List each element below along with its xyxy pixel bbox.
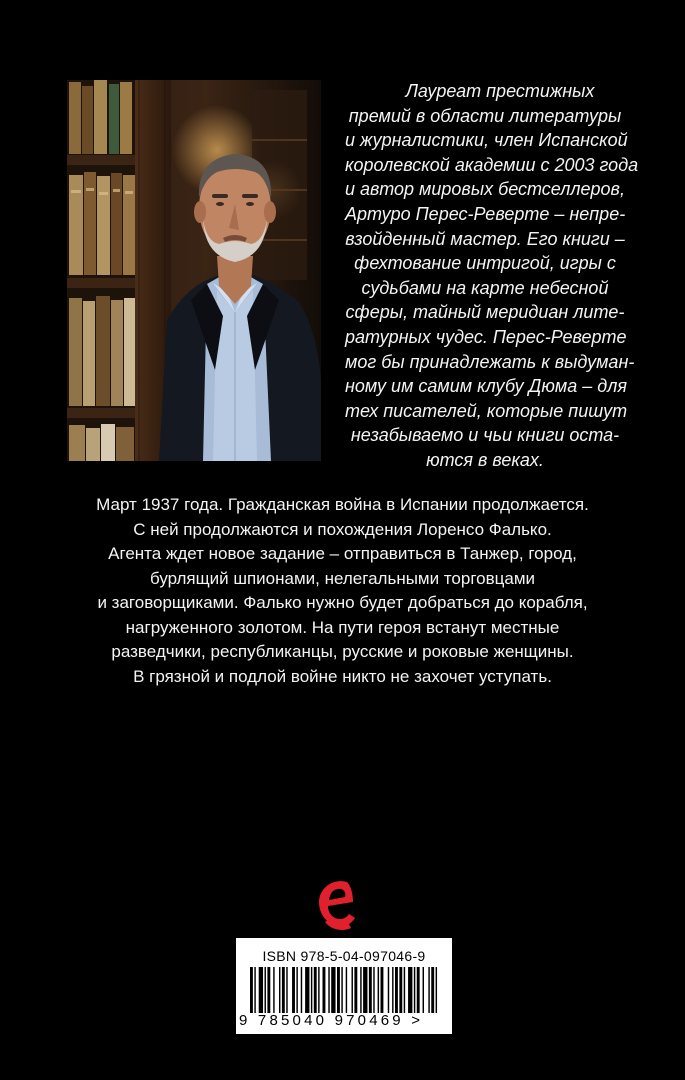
barcode-digits-end: > [411,1012,424,1029]
bio-line: Артуро Перес-Реверте – непре- [345,203,626,224]
barcode-bar [423,967,424,1013]
barcode-bar [363,967,367,1013]
barcode-bar [381,967,384,1013]
synopsis-line: Агента ждет новое задание – отправиться в Танжер, город, [108,544,577,563]
barcode-bar [279,967,280,1013]
bio-line: взойденный мастер. Его книги – [345,228,625,249]
barcode-bar [341,967,342,1013]
barcode-bar [369,967,372,1013]
bio-line: тех писателей, которые пишут [345,400,628,421]
barcode-bar [417,967,420,1013]
barcode-bar [265,967,266,1013]
barcode-digits-right: 970469 [334,1012,404,1029]
bio-line: королевской академии с 2003 года [345,154,639,175]
synopsis-line: и заговорщиками. Фалько нужно будет добраться до корабля, [97,593,588,612]
author-photo-illustration [67,80,321,461]
barcode-bar [346,967,347,1013]
barcode-bar [408,967,412,1013]
barcode [246,967,442,1015]
barcode-bar [292,967,295,1013]
barcode-bar [254,967,255,1013]
synopsis-line: С ней продолжаются и похождения Лоренсо Фалько. [133,519,552,539]
barcode-bar [392,967,393,1013]
barcode-bar [388,967,389,1013]
bio-line: ратурных чудес. Перес-Реверте [345,326,627,347]
barcode-bar [404,967,405,1013]
barcode-bar [354,967,357,1013]
barcode-bar [360,967,361,1013]
book-synopsis [60,493,625,689]
barcode-bar [428,967,429,1013]
barcode-bar [273,967,274,1013]
barcode-digit-first: 9 [239,1012,251,1029]
synopsis-line: бурлящий шпионами, нелегальными торговцами [149,568,536,588]
barcode-digits-left: 785040 [257,1012,328,1029]
barcode-bar [286,967,287,1013]
barcode-digits [239,1012,423,1029]
barcode-bar [296,967,297,1013]
bio-line: премий в области литературы [348,105,622,126]
barcode-bar [267,967,270,1013]
barcode-bar [436,967,437,1013]
synopsis-line: В грязной и подлой войне никто не захочет уступать. [133,666,552,686]
barcode-bar [328,967,329,1013]
isbn-barcode-block [236,938,452,1034]
barcode-bar [318,967,319,1013]
barcode-bar [337,967,340,1013]
author-bio-quote [345,79,639,473]
barcode-bar [431,967,434,1013]
synopsis-line: разведчики, республиканцы, русские и роковые женщины. [111,642,574,661]
barcode-bar [352,967,353,1013]
barcode-bar [301,967,302,1013]
bio-line: ются в веках. [426,449,544,470]
bio-line: сферы, тайный меридиан лите- [345,302,625,323]
barcode-bar [305,967,309,1013]
bio-line: фехтование интригой, игры с [354,253,616,274]
bio-line: мог бы принадлежать к выдуман- [345,351,635,372]
bio-line: Лауреат престижных [405,81,595,101]
barcode-bar [378,967,379,1013]
barcode-bar [259,967,263,1013]
bio-line: и автор мировых бестселлеров, [345,179,625,200]
barcode-bar [282,967,285,1013]
bio-line: ному им самим клубу Дюма – для [345,376,627,397]
barcode-bar [395,967,398,1013]
isbn-label: ISBN 978-5-04-097046-9 [262,948,426,964]
synopsis-line: Март 1937 года. Гражданская война в Испании продолжается. [96,495,589,514]
barcode-bar [373,967,374,1013]
barcode-bar [314,967,317,1013]
barcode-bar [331,967,335,1013]
bio-line: судьбами на карте небесной [361,277,609,298]
barcode-bar [323,967,326,1013]
barcode-bar [399,967,402,1013]
publisher-logo-icon [313,878,359,932]
bio-line: незабываемо и чьи книги оста- [350,425,620,446]
author-photo [67,80,321,461]
barcode-bar [414,967,415,1013]
barcode-bar [311,967,312,1013]
barcode-bar [250,967,253,1013]
bio-line: и журналистики, член Испанской [345,130,628,151]
synopsis-line: нагруженного золотом. На пути героя встанут местные [125,617,560,637]
